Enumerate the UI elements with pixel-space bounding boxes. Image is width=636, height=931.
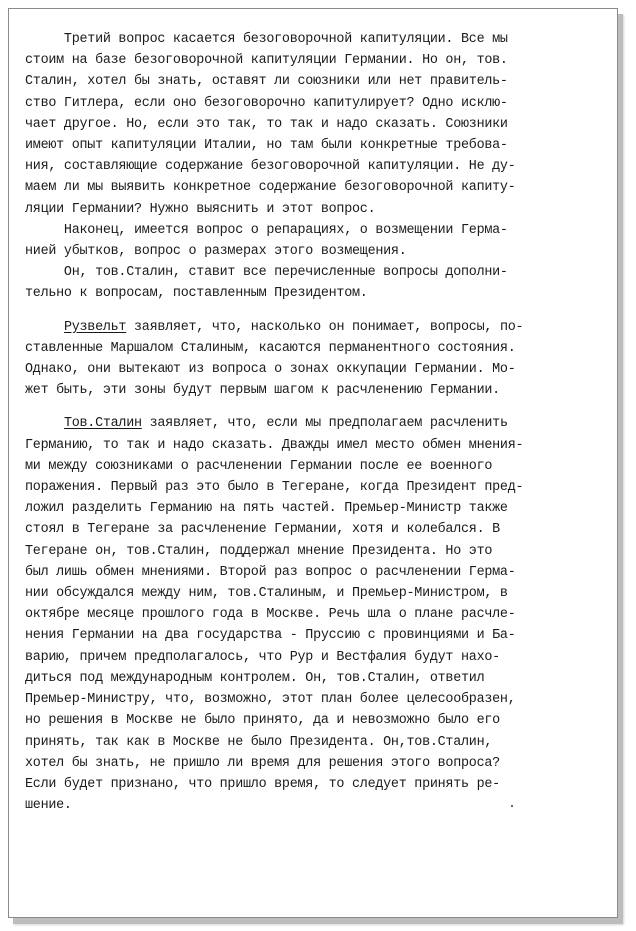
text-line: ляции Германии? Нужно выяснить и этот вопрос. (25, 201, 376, 217)
text-run: заявляет, что, насколько он понимает, вопросы, по- (126, 319, 524, 335)
text-line: ложил разделить Германию на пять частей. Премьер-Министр также (25, 501, 508, 517)
text-line: ми между союзниками о расчленении Германии после ее военного (25, 458, 493, 474)
paragraph-stalin-questions (25, 29, 601, 305)
text-line: ния, составляющие содержание безоговорочной капитуляции. Не ду- (25, 159, 516, 175)
text-line: шение. (25, 798, 72, 814)
text-line: поражения. Первый раз это было в Тегеране, когда Президент пред- (25, 480, 524, 496)
text-line: Он, тов.Сталин, ставит все перечисленные вопросы дополни- (25, 265, 508, 281)
text-line: но решения в Москве не было принято, да и невозможно было его (25, 713, 500, 729)
text-line: диться под международным контролем. Он, тов.Сталин, ответил (25, 670, 485, 686)
paragraph-stalin-reply (25, 413, 601, 816)
text-line: ство Гитлера, если оно безоговорочно капитулирует? Одно исклю- (25, 95, 508, 111)
scan-speck (511, 805, 513, 807)
text-line: тельно к вопросам, поставленным Президентом. (25, 286, 368, 302)
text-line: чает другое. Но, если это так, то так и надо сказать. Союзники (25, 116, 508, 132)
text-line: жет быть, эти зоны будут первым шагом к расчленению Германии. (25, 383, 500, 399)
paragraph-gap (25, 305, 601, 317)
text-line: Наконец, имеется вопрос о репарациях, о возмещении Герма- (25, 222, 508, 238)
paragraph-roosevelt (25, 317, 601, 402)
speaker-name: Тов.Сталин (63, 416, 142, 432)
text-line: Германию, то так и надо сказать. Дважды имел место обмен мнения- (25, 437, 524, 453)
indent (25, 416, 64, 431)
paragraph-gap (25, 401, 601, 413)
speaker-name: Рузвельт (63, 319, 127, 335)
text-line: нией убытков, вопрос о размерах этого возмещения. (25, 244, 407, 260)
text-line: стоим на базе безоговорочной капитуляции Германии. Но он, тов. (25, 53, 508, 69)
indent (25, 320, 64, 335)
text-line: маем ли мы выявить конкретное содержание безоговорочной капиту- (25, 180, 516, 196)
text-line: Третий вопрос касается безоговорочной капитуляции. Все мы (25, 32, 508, 47)
text-line: Если будет признано, что пришло время, то следует принять ре- (25, 776, 500, 792)
text-line: октябре месяце прошлого года в Москве. Речь шла о плане расчле- (25, 607, 516, 623)
text-line: принять, так как в Москве не было Президента. Он,тов.Сталин, (25, 734, 493, 750)
text-line: варию, причем предполагалось, что Рур и Вестфалия будут нахо- (25, 649, 500, 665)
text-line: Тегеране он, тов.Сталин, поддержал мнение Президента. Но это (25, 543, 493, 559)
text-line: Однако, они вытекают из вопроса о зонах оккупации Германии. Мо- (25, 362, 516, 378)
text-line: стоял в Тегеране за расчленение Германии, хотя и колебался. В (25, 522, 500, 538)
text-line: Премьер-Министру, что, возможно, этот план более целесообразен, (25, 692, 516, 708)
text-line: имеют опыт капитуляции Италии, но там были конкретные требова- (25, 138, 508, 154)
text-line (25, 413, 601, 434)
text-line: Сталин, хотел бы знать, оставят ли союзники или нет правитель- (25, 74, 508, 90)
text-line (25, 317, 601, 338)
text-line: нии обсуждался между ним, тов.Сталиным, и Премьер-Министром, в (25, 586, 508, 602)
page-text (25, 29, 601, 816)
text-line: нения Германии на два государства - Пруссию с провинциями и Ба- (25, 628, 516, 644)
document-page (8, 8, 618, 918)
text-line: ставленные Маршалом Сталиным, касаются перманентного состояния. (25, 340, 516, 356)
text-run: заявляет, что, если мы предполагаем расчленить (141, 416, 508, 432)
text-line: был лишь обмен мнениями. Второй раз вопрос о расчленении Герма- (25, 564, 516, 580)
text-line: хотел бы знать, не пришло ли время для решения этого вопроса? (25, 755, 500, 771)
